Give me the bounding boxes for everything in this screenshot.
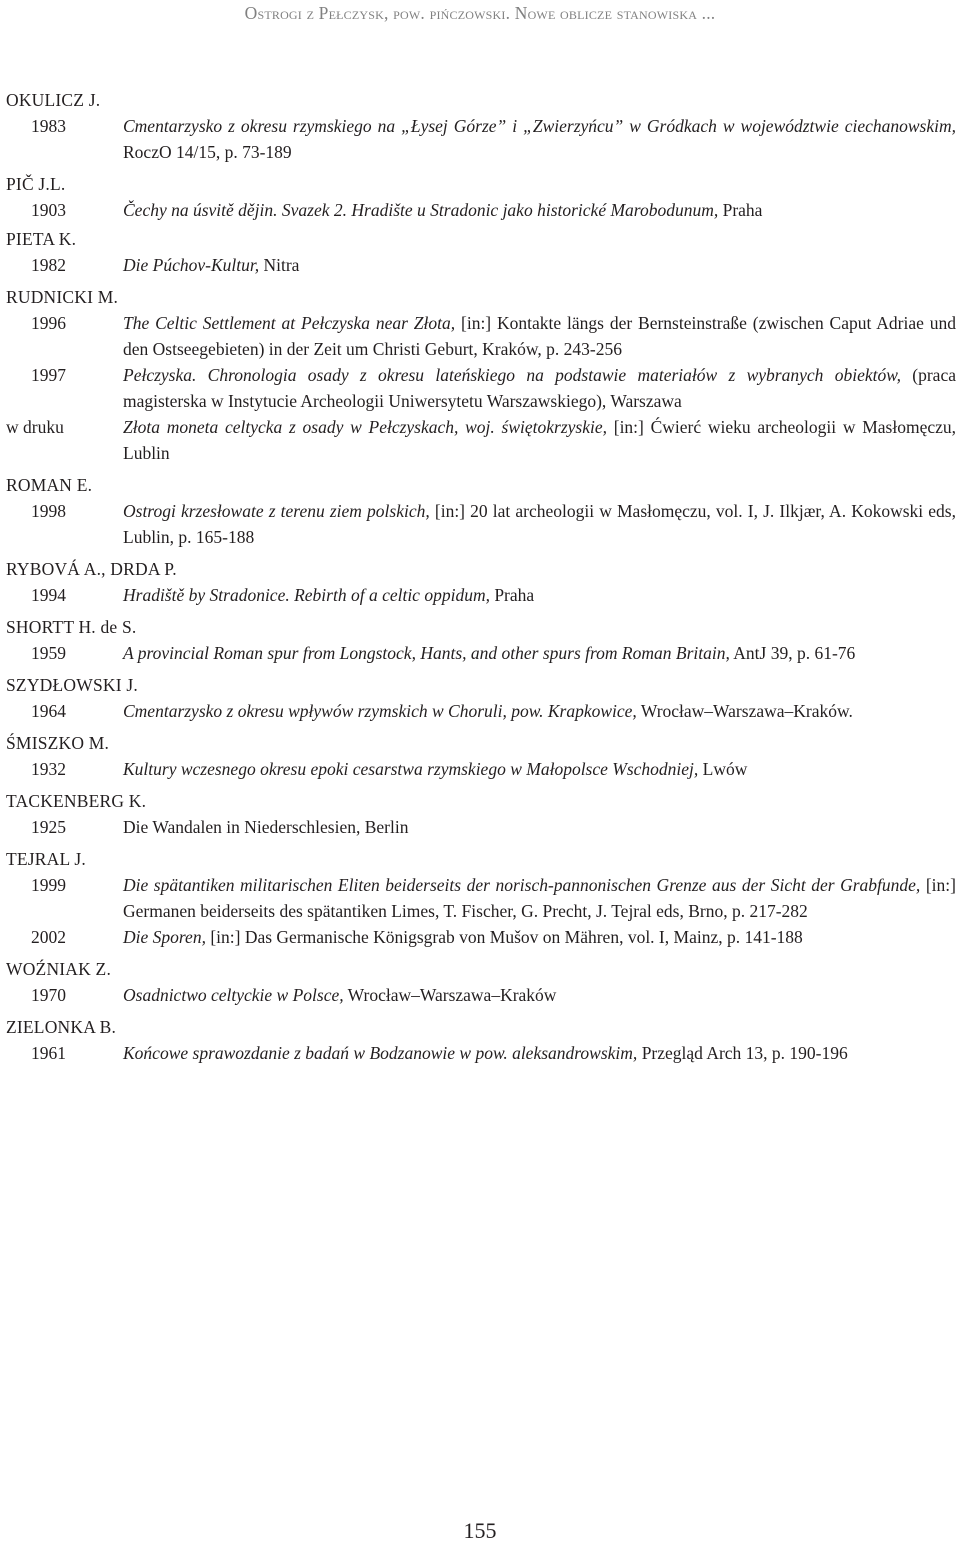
entry-citation <box>123 814 956 840</box>
entry-title: Złota moneta celtycka z osady w Pełczyskach, woj. świętokrzyskie, <box>123 417 607 437</box>
bibliography-group <box>6 1014 956 1066</box>
entry-year: 1998 <box>31 501 66 521</box>
author-name: PIČ J.L. <box>6 174 66 194</box>
entry-publication: Praha <box>718 200 763 220</box>
entry-publication: RoczO 14/15, p. 73-189 <box>123 142 292 162</box>
author-name: ŚMISZKO M. <box>6 733 110 753</box>
bibliography-group <box>6 87 956 165</box>
bibliography-group <box>6 788 956 840</box>
bibliography-group <box>6 956 956 1008</box>
entry-citation <box>123 498 956 550</box>
author-name: SZYDŁOWSKI J. <box>6 675 138 695</box>
entry-publication: Lwów <box>698 759 748 779</box>
bibliography-group <box>6 171 956 223</box>
bibliography-entry <box>6 756 956 782</box>
bibliography-group <box>6 284 956 466</box>
bibliography-entry <box>6 582 956 608</box>
bibliography-entry <box>6 814 956 840</box>
entry-title: Cmentarzysko z okresu rzymskiego na „Łysej Górze” i „Zwierzyńcu” w Gródkach w województwie ciechanowskim, <box>123 116 956 136</box>
entry-publication: [in:] 20 lat archeologii w Masłomęczu, vol. I, J. Ilkjær, A. Kokowski eds, Lublin, p. 165-188 <box>123 501 956 547</box>
entry-citation <box>123 698 956 724</box>
bibliography-entry <box>6 252 956 278</box>
entry-citation <box>123 310 956 362</box>
entry-publication: Wrocław–Warszawa–Kraków. <box>636 701 853 721</box>
entry-year: 1999 <box>31 875 66 895</box>
author-name: RYBOVÁ A., DRDA P. <box>6 559 177 579</box>
author-name: ROMAN E. <box>6 475 93 495</box>
entry-publication: [in:] Germanen beiderseits des spätantiken Limes, T. Fischer, G. Precht, J. Tejral eds, Brno, p. 217-282 <box>123 875 956 921</box>
bibliography-entry <box>6 113 956 165</box>
author-name: TEJRAL J. <box>6 849 86 869</box>
entry-citation <box>123 872 956 924</box>
entry-title: Cmentarzysko z okresu wpływów rzymskich w Choruli, pow. Krapkowice, <box>123 701 637 721</box>
entry-citation <box>123 756 956 782</box>
entry-publication: Nitra <box>259 255 300 275</box>
entry-citation <box>123 252 956 278</box>
page-number: 155 <box>463 1518 497 1543</box>
entry-citation <box>123 362 956 414</box>
bibliography-entry <box>6 982 956 1008</box>
entry-year: 1961 <box>31 1043 66 1063</box>
entry-title: A provincial Roman spur from Longstock, Hants, and other spurs from Roman Britain, <box>123 643 730 663</box>
entry-year: 1994 <box>31 585 66 605</box>
entry-title: Hradiště by Stradonice. Rebirth of a celtic oppidum, <box>123 585 490 605</box>
entry-title: The Celtic Settlement at Pełczyska near Złota, <box>123 313 456 333</box>
author-name: WOŹNIAK Z. <box>6 959 112 979</box>
entry-year: 1982 <box>31 255 66 275</box>
bibliography-entry <box>6 1040 956 1066</box>
entry-publication: Praha <box>489 585 535 605</box>
entry-title: Die Sporen, <box>123 927 206 947</box>
entry-publication: Wrocław–Warszawa–Kraków <box>343 985 557 1005</box>
entry-citation <box>123 197 956 223</box>
entry-publication: [in:] Ćwierć wieku archeologii w Masłomęczu, Lublin <box>123 417 956 463</box>
entry-year: 1925 <box>31 817 66 837</box>
author-name: SHORTT H. de S. <box>6 617 137 637</box>
entry-year: 1996 <box>31 313 66 333</box>
bibliography-entry <box>6 498 956 550</box>
bibliography-entry <box>6 197 956 223</box>
entry-title: Pełczyska. Chronologia osady z okresu lateńskiego na podstawie materiałów z wybranych obiektów, <box>123 365 901 385</box>
entry-year: 1903 <box>31 200 66 220</box>
author-name: RUDNICKI M. <box>6 287 119 307</box>
entry-year: 1983 <box>31 116 66 136</box>
entry-citation <box>123 582 956 608</box>
bibliography-entry <box>6 362 956 414</box>
entry-year: 1964 <box>31 701 66 721</box>
entry-title: Ostrogi krzesłowate z terenu ziem polskich, <box>123 501 430 521</box>
bibliography-list <box>6 87 956 1066</box>
entry-publication: AntJ 39, p. 61-76 <box>729 643 856 663</box>
bibliography-entry <box>6 310 956 362</box>
bibliography-entry <box>6 872 956 924</box>
bibliography-entry <box>6 640 956 666</box>
entry-title: Końcowe sprawozdanie z badań w Bodzanowie w pow. aleksandrowskim, <box>123 1043 638 1063</box>
entry-citation <box>123 113 956 165</box>
bibliography-group <box>6 472 956 550</box>
author-name: PIETA K. <box>6 229 77 249</box>
entry-publication: [in:] Kontakte längs der Bernsteinstraße (zwischen Caput Adriae und den Ostseegebieten) in der Zeit um Christi Geburt, Kraków, p. 243-256 <box>123 313 956 359</box>
entry-publication: Die Wandalen in Niederschlesien, Berlin <box>123 817 409 837</box>
entry-publication: (praca magisterska w Instytucie Archeologii Uniwersytetu Warszawskiego), Warszawa <box>123 365 956 411</box>
bibliography-entry <box>6 924 956 950</box>
entry-title: Kultury wczesnego okresu epoki cesarstwa rzymskiego w Małopolsce Wschodniej, <box>123 759 699 779</box>
bibliography-group <box>6 846 956 950</box>
entry-year: 1932 <box>31 759 66 779</box>
bibliography-entry <box>6 414 956 466</box>
entry-year: 1959 <box>31 643 66 663</box>
entry-citation <box>123 414 956 466</box>
bibliography-group <box>6 226 956 278</box>
author-name: TACKENBERG K. <box>6 791 147 811</box>
entry-year: 2002 <box>31 927 66 947</box>
entry-year: 1970 <box>31 985 66 1005</box>
entry-title: Osadnictwo celtyckie w Polsce, <box>123 985 344 1005</box>
entry-publication: [in:] Das Germanische Königsgrab von Mušov on Mähren, vol. I, Mainz, p. 141-188 <box>205 927 803 947</box>
entry-citation <box>123 1040 956 1066</box>
entry-title: Čechy na úsvitě dějin. Svazek 2. Hradište u Stradonic jako historické Marobodunum, <box>123 200 719 220</box>
entry-year: w druku <box>6 417 64 437</box>
entry-citation <box>123 640 956 666</box>
bibliography-entry <box>6 698 956 724</box>
bibliography-group <box>6 672 956 724</box>
entry-citation <box>123 924 956 950</box>
entry-citation <box>123 982 956 1008</box>
bibliography-group <box>6 614 956 666</box>
bibliography-group <box>6 556 956 608</box>
bibliography-group <box>6 730 956 782</box>
entry-title: Die spätantiken militarischen Eliten beiderseits der norisch-pannonischen Grenze aus der Sicht der Grabfunde, <box>123 875 921 895</box>
author-name: ZIELONKA B. <box>6 1017 117 1037</box>
entry-year: 1997 <box>31 365 66 385</box>
author-name: OKULICZ J. <box>6 90 101 110</box>
entry-publication: Przegląd Arch 13, p. 190-196 <box>637 1043 848 1063</box>
entry-title: Die Púchov-Kultur, <box>123 255 260 275</box>
running-header: Ostrogi z Pełczysk, pow. pińczowski. Nowe oblicze stanowiska ... <box>244 3 716 23</box>
